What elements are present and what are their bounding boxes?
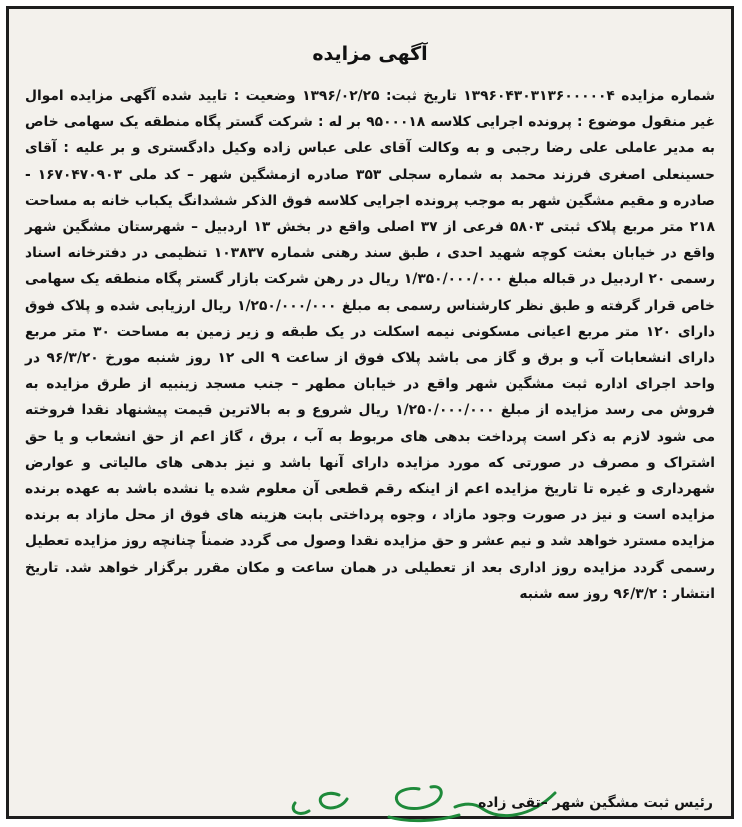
signer-name: رئیس ثبت مشگین شهر –تقی زاده	[478, 795, 713, 811]
notice-body: شماره مزایده ۱۳۹۶۰۴۳۰۳۱۳۶۰۰۰۰۰۴ تاریخ ثبت: ۱۳۹۶/۰۲/۲۵ وضعیت : تایید شده آگهی مزایده اموال غیر منقول موضوع : پرونده اجرایی کلاسه ۹۵۰۰۰۱۸ بر له : شرکت گستر پگاه منطقه یک سهامی خاص به مدیر عاملی علی رضا رجبی و به وکالت آقای علی عباس زاده وکیل دادگستری و بر علیه : آقای حسینعلی اصغری فرزند محمد به شماره سجلی ۳۵۳ صادره ازمشگین شهر – کد ملی ۱۶۷۰۴۷۰۹۰۳ - صادره و مقیم مشگین شهر به موجب پرونده اجرایی کلاسه فوق الذکر ششدانگ یکباب خانه به مساحت ۲۱۸ متر مربع پلاک ثبتی ۵۸۰۳ فرعی از ۳۷ اصلی واقع در بخش ۱۳ اردبیل – شهرستان مشگین شهر واقع در خیابان بعثت کوچه شهید احدی ، طبق سند رهنی شماره ۱۰۳۸۳۷ تنظیمی در دفترخانه اسناد رسمی ۲۰ اردبیل در قباله مبلغ ۱/۳۵۰/۰۰۰/۰۰۰ ریال در رهن شرکت بازار گستر پگاه منطقه یک سهامی خاص قرار گرفته و طبق نظر کارشناس رسمی به مبلغ ۱/۲۵۰/۰۰۰/۰۰۰ ریال ارزیابی شده و پلاک فوق دارای ۱۲۰ متر مربع اعیانی مسکونی نیمه اسکلت در یک طبقه و زیر زمین به مساحت ۳۰ متر مربع دارای انشعابات آب و برق و گاز می باشد پلاک فوق از ساعت ۹ الی ۱۲ روز شنبه مورخ ۹۶/۳/۲۰ در واحد اجرای اداره ثبت مشگین شهر واقع در خیابان مطهر – جنب مسجد زینبیه از طرق مزایده به فروش می رسد مزایده از مبلغ ۱/۲۵۰/۰۰۰/۰۰۰ ریال شروع و به بالاترین قیمت پیشنهاد نقدا فروخته می شود لازم به ذکر است پرداخت بدهی های مربوط به آب ، برق ، گاز اعم از حق انشعاب و یا حق اشتراک و مصرف در صورتی که مورد مزایده دارای آنها باشد و نیز بدهی های مالیاتی و عوارض شهرداری و غیره تا تاریخ مزایده اعم از اینکه رقم قطعی آن معلوم شده یا نشده باشد به عهده برنده مزایده است و نیز در صورت وجود مازاد ، وجوه پرداختی بابت هزینه های فوق از محل مازاد به برنده مزایده مسترد خواهد شد و نیم عشر و حق مزایده نقدا وصول می گردد ضمناً چنانچه روز مزایده تعطیل رسمی گردد مزایده روز اداری بعد از تعطیلی در همان ساعت و مکان مقرر برگزار خواهد شد. تاریخ انتشار : ۹۶/۳/۲ روز سه شنبه	[25, 88, 716, 602]
notice-title: آگهی مزایده	[312, 43, 428, 65]
notice-frame	[6, 6, 734, 819]
